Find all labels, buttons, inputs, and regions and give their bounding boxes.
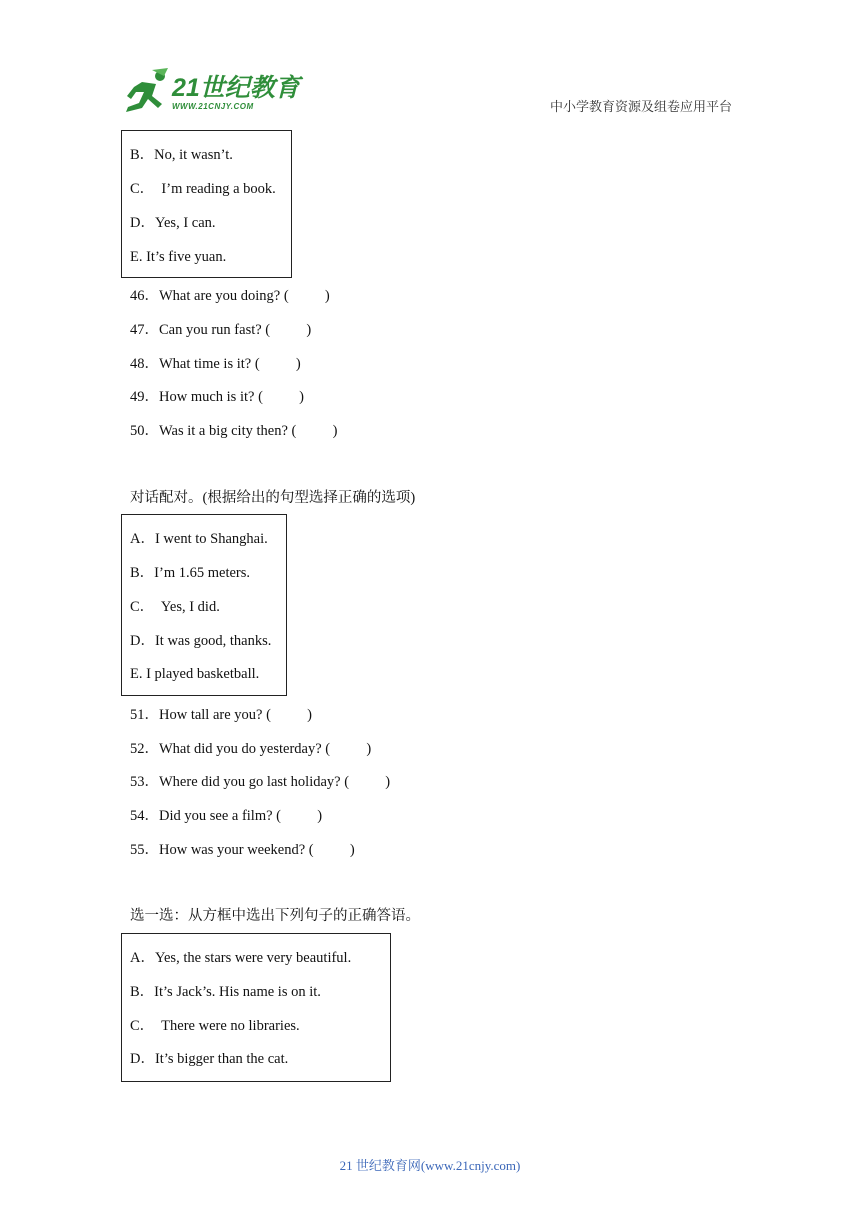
option-a: A．Yes, the stars were very beautiful. [130,950,352,966]
option-b: B．I’m 1.65 meters. [130,565,251,581]
runner-logo-icon [122,68,174,114]
question-49: 49．How much is it? ( ) [130,389,304,405]
question-52: 52．What did you do yesterday? ( ) [130,741,372,757]
section-2-title: 对话配对。(根据给出的句型选择正确的选项) [130,490,416,506]
logo-text: 21世纪教育 [172,74,300,102]
option-d: D．It was good, thanks. [130,633,272,649]
question-50: 50．Was it a big city then? ( ) [130,423,338,439]
option-c: C． Yes, I did. [130,599,220,615]
question-48: 48．What time is it? ( ) [130,356,301,372]
options-box-2 [121,514,287,696]
options-box-3 [121,933,391,1082]
logo [122,68,300,116]
question-55: 55．How was your weekend? ( ) [130,842,355,858]
option-d: D．It’s bigger than the cat. [130,1051,289,1067]
logo-url: WWW.21CNJY.COM [172,102,254,111]
question-47: 47．Can you run fast? ( ) [130,322,312,338]
option-d: D．Yes, I can. [130,215,216,231]
option-b: B．No, it wasn’t. [130,147,233,163]
question-51: 51．How tall are you? ( ) [130,707,313,723]
option-c: C． There were no libraries. [130,1018,300,1034]
section-3-title: 选一选：从方框中选出下列句子的正确答语。 [130,908,420,924]
platform-label: 中小学教育资源及组卷应用平台 [550,99,733,114]
page-footer: 21 世纪教育网(www.21cnjy.com) [339,1158,521,1173]
option-e: E. It’s five yuan. [130,249,227,265]
question-54: 54．Did you see a film? ( ) [130,808,323,824]
option-c: C． I’m reading a book. [130,181,276,197]
question-46: 46．What are you doing? ( ) [130,288,330,304]
page-header [0,0,860,125]
question-53: 53．Where did you go last holiday? ( ) [130,774,391,790]
option-e: E. I played basketball. [130,666,260,682]
options-box-1 [121,130,292,278]
option-a: A．I went to Shanghai. [130,531,268,547]
option-b: B．It’s Jack’s. His name is on it. [130,984,321,1000]
